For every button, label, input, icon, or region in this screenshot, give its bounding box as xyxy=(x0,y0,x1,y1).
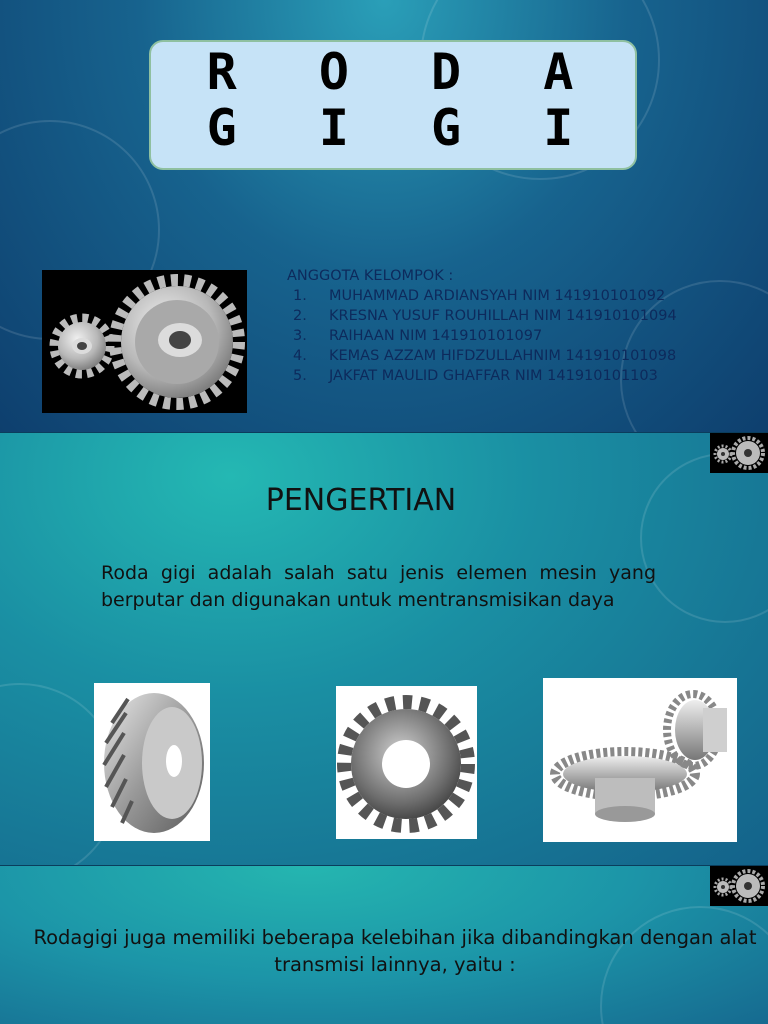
bevel-gear-icon xyxy=(543,678,737,842)
definition-paragraph: Roda gigi adalah salah satu jenis elemen mesin yang berputar dan digunakan untuk mentransmisikan daya xyxy=(101,562,656,611)
gear-pair-image xyxy=(42,270,247,413)
list-item: 5. JAKFAT MAULID GHAFFAR NIM 141910101103 xyxy=(293,368,658,384)
slide-title-text: R O D A G I G I xyxy=(206,43,600,157)
corner-gear-image xyxy=(710,433,768,473)
gear-icon xyxy=(710,866,768,906)
slide-title xyxy=(0,0,768,432)
list-item: 1. MUHAMMAD ARDIANSYAH NIM 141910101092 xyxy=(293,288,666,304)
spur-gear-icon xyxy=(336,686,477,839)
bevel-gear-image xyxy=(543,678,737,842)
section-heading: PENGERTIAN xyxy=(265,483,457,518)
list-item: 4. KEMAS AZZAM HIFDZULLAHNIM 141910101098 xyxy=(293,348,677,364)
slide-kelebihan xyxy=(0,866,768,1024)
slide-pengertian xyxy=(0,433,768,865)
list-item: 2. KRESNA YUSUF ROUHILLAH NIM 141910101094 xyxy=(293,308,677,324)
decor-circle xyxy=(640,453,768,623)
list-item: 3. RAIHAAN NIM 141910101097 xyxy=(293,328,543,344)
spur-gear-image xyxy=(336,686,477,839)
gear-icon xyxy=(42,270,247,413)
member-heading: ANGGOTA KELOMPOK : xyxy=(287,268,454,284)
helical-gear-icon xyxy=(94,683,210,841)
member-list xyxy=(287,266,677,386)
corner-gear-image xyxy=(710,866,768,906)
gear-icon xyxy=(710,433,768,473)
advantages-paragraph: Rodagigi juga memiliki beberapa kelebihan jika dibandingkan dengan alat transmisi lainnya, yaitu : xyxy=(33,926,757,976)
helical-gear-image xyxy=(94,683,210,841)
title-box xyxy=(149,40,637,170)
